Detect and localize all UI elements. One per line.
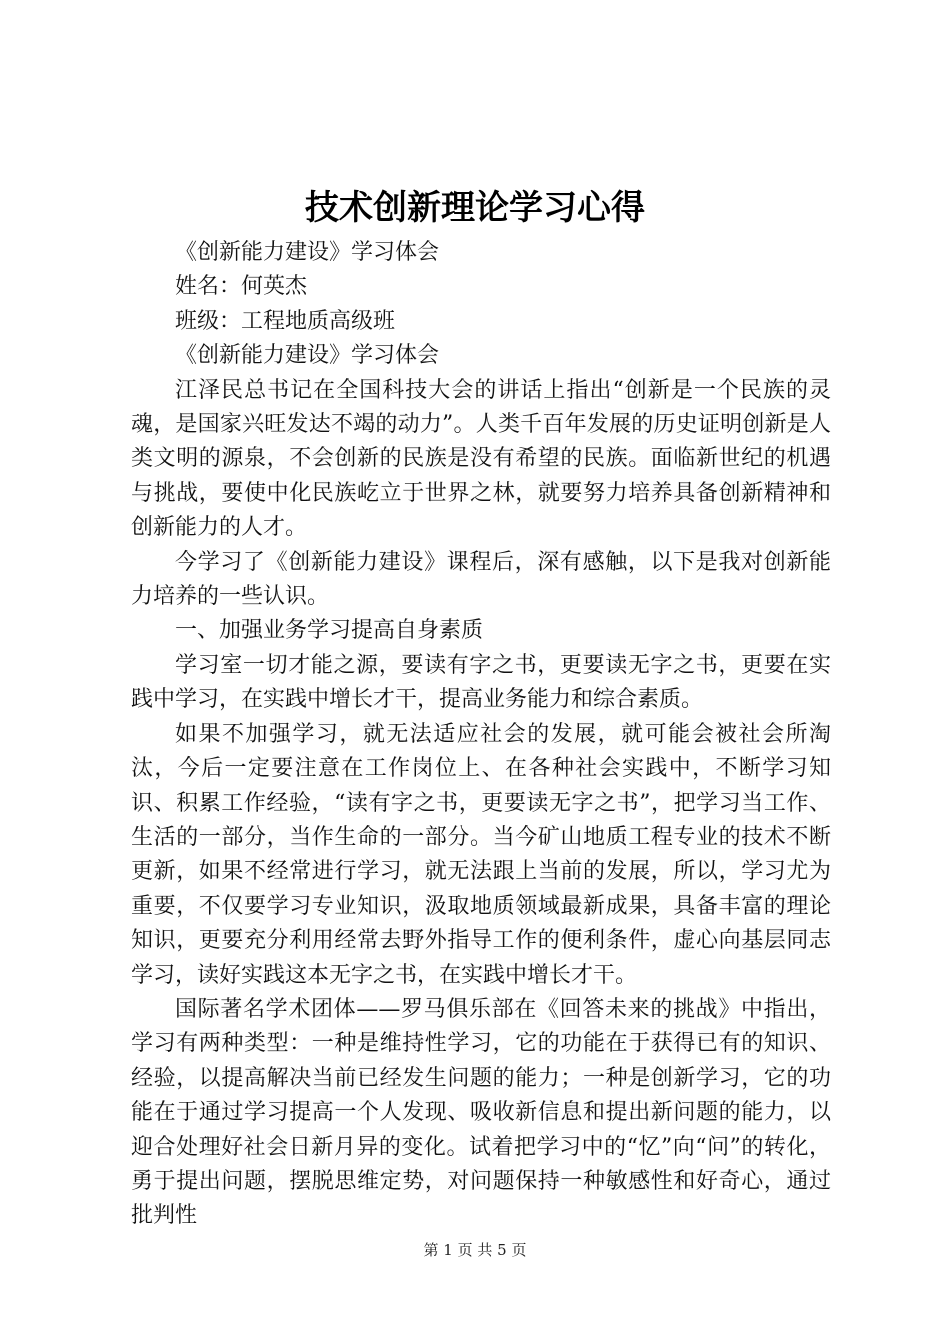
paragraph-author-name: 姓名：何英杰 xyxy=(175,274,308,300)
document-body xyxy=(131,236,831,1234)
paragraph-learning-detail: 如果不加强学习，就无法适应社会的发展，就可能会被社会所淘汰，今后一定要注意在工作岗位上、在各种社会实践中，不断学习知识、积累工作经验，“读有字之书，更要读无字之书”，把学习当工作、生活的一部分，当作生命的一部分。当今矿山地质工程专业的技术不断更新，如果不经常进行学习，就无法跟上当前的发展，所以，学习尤为重要，不仅要学习专业知识，汲取地质领域最新成果，具备丰富的理论知识，更要充分利用经常去野外指导工作的便利条件，虚心向基层同志学习，读好实践这本无字之书，在实践中增长才干。 xyxy=(131,721,831,988)
page-footer: 第 1 页 共 5 页 xyxy=(423,1241,527,1259)
paragraph-learning: 学习室一切才能之源，要读有字之书，更要读无字之书，更要在实践中学习，在实践中增长才干，提高业务能力和综合素质。 xyxy=(131,652,831,713)
paragraph-club-of-rome: 国际著名学术团体——罗马俱乐部在《回答未来的挑战》中指出，学习有两种类型：一种是维持性学习，它的功能在于获得已有的知识、经验，以提高解决当前已经发生问题的能力；一种是创新学习，它的功能在于通过学习提高一个人发现、吸收新信息和提出新问题的能力，以迎合处理好社会日新月异的变化。试着把学习中的“忆”向“问”的转化，勇于提出问题，摆脱思维定势，对问题保持一种敏感性和好奇心，通过批判性 xyxy=(131,996,831,1229)
document-title: 技术创新理论学习心得 xyxy=(305,188,645,228)
paragraph-intro: 江泽民总书记在全国科技大会的讲话上指出“创新是一个民族的灵魂，是国家兴旺发达不竭的动力”。人类千百年发展的历史证明创新是人类文明的源泉，不会创新的民族是没有希望的民族。面临新世纪的机遇与挑战，要使中化民族屹立于世界之林，就要努力培养具备创新精神和创新能力的人才。 xyxy=(131,377,831,541)
paragraph-course-reflection: 今学习了《创新能力建设》课程后，深有感触，以下是我对创新能力培养的一些认识。 xyxy=(131,549,831,610)
section-heading-1: 一、加强业务学习提高自身素质 xyxy=(175,618,484,644)
paragraph-class: 班级：工程地质高级班 xyxy=(175,308,396,334)
paragraph-subtitle: 《创新能力建设》学习体会 xyxy=(175,240,440,265)
paragraph-subtitle-repeat: 《创新能力建设》学习体会 xyxy=(175,343,440,369)
